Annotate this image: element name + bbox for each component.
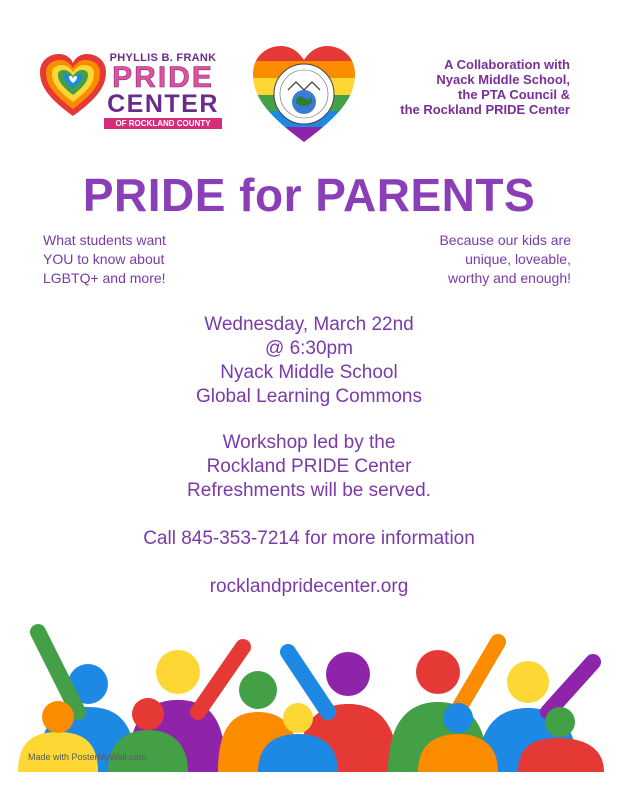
collaboration-text <box>340 57 570 117</box>
tagline-line: unique, loveable, <box>465 251 571 267</box>
workshop-details <box>0 431 618 503</box>
right-tagline <box>351 231 571 288</box>
tagline-line: YOU to know about <box>43 251 165 267</box>
tagline-line: Because our kids are <box>439 232 571 248</box>
rainbow-heart-logo-icon <box>38 52 108 122</box>
event-time: @ 6:30pm <box>265 338 353 359</box>
event-venue: Nyack Middle School <box>220 362 398 383</box>
tagline-line: LGBTQ+ and more! <box>43 270 166 286</box>
workshop-line: Refreshments will be served. <box>187 480 431 501</box>
workshop-line: Rockland PRIDE Center <box>206 456 412 477</box>
logo-line-1: PHYLLIS B. FRANK <box>109 52 217 64</box>
pride-center-logo <box>104 52 222 129</box>
logo-line-2: PRIDE <box>112 61 214 94</box>
collab-line: A Collaboration with <box>444 57 570 72</box>
event-details <box>0 313 618 409</box>
page-title: PRIDE for PARENTS <box>82 169 536 221</box>
left-tagline <box>43 231 253 288</box>
diverse-people-illustration <box>18 612 604 772</box>
tagline-line: worthy and enough! <box>448 270 571 286</box>
collab-line: Nyack Middle School, <box>436 72 570 87</box>
workshop-line: Workshop led by the <box>222 432 396 453</box>
watermark: Made with PosterMyWall.com <box>28 752 147 762</box>
logo-line-4: OF ROCKLAND COUNTY <box>104 118 222 129</box>
logo-line-3: CENTER <box>107 90 219 118</box>
website-link[interactable]: rocklandpridecenter.org <box>209 576 409 597</box>
phone-info: Call 845-353-7214 for more information <box>143 528 475 549</box>
collab-line: the PTA Council & <box>458 87 570 102</box>
tagline-line: What students want <box>43 232 166 248</box>
event-room: Global Learning Commons <box>195 386 422 407</box>
event-date: Wednesday, March 22nd <box>204 314 414 335</box>
collab-line: the Rockland PRIDE Center <box>400 102 570 117</box>
